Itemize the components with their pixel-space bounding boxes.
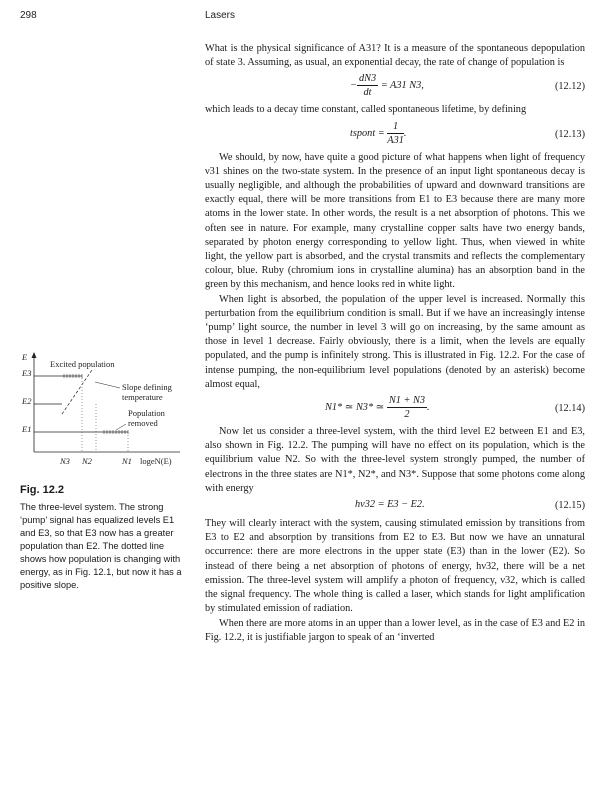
- slope-line: [62, 370, 92, 414]
- eq2-number: (12.13): [554, 128, 585, 140]
- eq1-number: (12.12): [554, 81, 585, 93]
- tick-label-n3: N3: [60, 456, 70, 466]
- equation-12-15: [205, 498, 585, 516]
- annotation-slope-2: temperature: [122, 392, 163, 402]
- figure-12-2-diagram: [20, 352, 192, 472]
- annotation-removed-1: Population: [128, 408, 165, 418]
- figure-caption: The three-level system. The strong ‘pump’ signal has equalized levels E1 and E3, so that E3 now has a greater population than E2. The dotted line shows how population is changing with energy, as in Fig. 12.1, but now it has a positive slope.: [20, 502, 182, 590]
- tick-label-n1: N1: [122, 456, 132, 466]
- eq2-tail: .: [403, 127, 407, 139]
- tick-label-n2: N2: [82, 456, 92, 466]
- page-number: 298: [20, 10, 37, 21]
- y-axis-label: E: [22, 352, 28, 362]
- paragraph-7: When there are more atoms in an upper than a lower level, as in the case of E3 and E2 in Fig. 12.2, it is justifiable jargon to speak of an ‘inverted: [205, 617, 585, 643]
- slope-pointer: [95, 382, 120, 388]
- paragraph-2: which leads to a decay time constant, called spontaneous lifetime, by defining: [205, 104, 527, 116]
- level-label-e2: E2: [22, 396, 32, 406]
- equation-12-14: [205, 394, 585, 424]
- eq3-lhs: N1* ≃ N3* ≃: [325, 401, 385, 413]
- level-label-e1: E1: [22, 424, 32, 434]
- eq3-number: (12.14): [554, 403, 585, 415]
- running-head: Lasers: [205, 10, 236, 21]
- figure-label: Fig. 12.2: [20, 484, 65, 496]
- eq3-denominator: 2: [404, 409, 410, 421]
- paragraph-1: What is the physical significance of A31? It is a measure of the spontaneous depopulation of state 3. Assuming, as usual, an exponential decay, the rate of change of population is: [205, 43, 585, 69]
- level-label-e3: E3: [22, 368, 32, 378]
- removed-pointer: [116, 424, 126, 430]
- main-text: [205, 42, 585, 645]
- figure-caption-block: [20, 484, 188, 592]
- eq4-text: hν32 = E3 − E2.: [355, 499, 425, 511]
- paragraph-6: They will clearly interact with the system, causing stimulated emission by transitions from E3 to E2 and absorption by transitions from E2 to E3. But now we have an unnatural occurrence: there are more electrons in the upper state (E3) than in the lower (E2). So instead of there being a net absorption of photons of energy, hν32, there will be a net emission. The three-level system will amplify a photon of frequency, ν32, which is called the signal frequency. The whole thing is called a laser, which stands for light amplification by stimulated emission of radiation.: [205, 518, 585, 615]
- eq3-numerator: N1 + N3: [388, 395, 426, 407]
- annotation-removed-2: removed: [128, 418, 158, 428]
- eq2-numerator: 1: [387, 120, 404, 134]
- eq1-numerator: dN3: [358, 73, 377, 85]
- annotation-excited-population: Excited population: [50, 359, 115, 369]
- x-axis-label: logeN(E): [140, 456, 172, 466]
- paragraph-3: We should, by now, have quite a good picture of what happens when light of frequency ν31 shines on the two-state system. In the presence of an input light spontaneous decay is usually negligible, and although the probabilities of upward and downward transitions are exactly equal, there will be more transitions from E1 to E3 because there are many more atoms in the lower state. In other words, the result is a net absorption of photons. This we often see in nature. For example, many crystalline copper salts have two energy bands, separated by photon energy corresponding to yellow light. Thus, when viewed in white light, the yellow part is absorbed, and the crystal transmits and reflects the complementary colour, blue. Ruby (chromium ions in crystalline alumina) has an absorption band in the green by this mechanism, and hence looks red in white light.: [205, 151, 585, 291]
- eq2-denominator: A31: [387, 134, 404, 146]
- equation-12-12: − $\frac{dN3}{dt}$ = A31 N3, (12.12): [350, 73, 585, 99]
- annotation-slope-1: Slope defining: [122, 382, 172, 392]
- paragraph-5: Now let us consider a three-level system, with the third level E2 between E1 and E3, also shown in Fig. 12.2. The pumping will have no effect on its population, which is the equilibrium value N2. So with the three-level system strongly pumped, the number of electrons in the three states are N1*, N2*, and N3*. Suppose that some photons come along with energy: [205, 426, 585, 494]
- y-axis-arrow: [32, 352, 37, 358]
- eq2-lhs: tspont =: [350, 127, 385, 139]
- paragraph-4: When light is absorbed, the population of the upper level is increased. Normally this perturbation from the equilibrium condition is small. But if we have an increasingly intense ‘pump’ light source, the number in level 3 will go on increasing, by the same amount as those in level 1 decrease. Fairly obviously, there is a limit, when the levels are equally populated, and the pump is infinitely strong. This is illustrated in Fig. 12.2. For the case of intense pumping, the non-equilibrium level populations (denoted by an asterisk) become almost equal,: [205, 293, 585, 390]
- eq1-rhs: = A31 N3,: [380, 80, 424, 92]
- equation-12-13: [205, 120, 585, 150]
- eq1-denominator: dt: [363, 87, 372, 99]
- eq3-tail: .: [427, 401, 430, 413]
- eq4-number: (12.15): [554, 500, 585, 512]
